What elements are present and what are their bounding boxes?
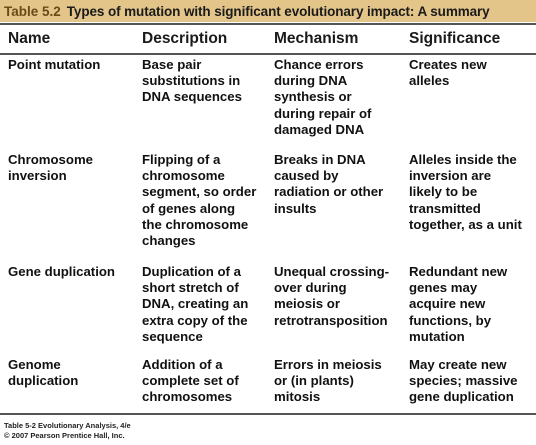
header-rule: [0, 53, 536, 55]
table-title-bar: [0, 0, 536, 22]
row-1-name: Point mutation: [8, 57, 101, 72]
row-4-significance: May create new species; massive gene duplication: [409, 357, 518, 405]
table-number: Table 5.2: [4, 3, 61, 19]
row-1-mechanism: Chance errors during DNA synthesis or during repair of damaged DNA: [274, 57, 372, 137]
column-header-name: Name: [8, 30, 51, 47]
column-header-significance: Significance: [409, 30, 501, 47]
figure-credit-line: Table 5-2 Evolutionary Analysis, 4/e: [4, 421, 131, 430]
row-2-mechanism: Breaks in DNA caused by radiation or other insults: [274, 152, 384, 216]
row-1-description: Base pair substitutions in DNA sequences: [142, 57, 242, 105]
copyright-line: © 2007 Pearson Prentice Hall, Inc.: [4, 431, 125, 440]
row-3-mechanism: Unequal crossing- over during meiosis or retrotransposition: [274, 264, 390, 328]
table-title: Types of mutation with significant evolutionary impact: A summary: [66, 3, 490, 19]
row-3-name: Gene duplication: [8, 264, 115, 279]
row-4-mechanism: Errors in meiosis or (in plants) mitosis: [274, 357, 382, 405]
row-4-description: Addition of a complete set of chromosomes: [142, 357, 239, 405]
bottom-rule: [0, 413, 536, 415]
row-2-name: Chromosome inversion: [8, 152, 93, 184]
row-4-name: Genome duplication: [8, 357, 79, 389]
row-2-description: Flipping of a chromosome segment, so order of genes along the chromosome changes: [142, 152, 257, 249]
row-3-significance: Redundant new genes may acquire new functions, by mutation: [409, 264, 508, 344]
column-header-description: Description: [142, 30, 228, 47]
row-1-significance: Creates new alleles: [409, 57, 487, 89]
row-2-significance: Alleles inside the inversion are likely to be transmitted together, as a unit: [409, 152, 522, 232]
column-header-mechanism: Mechanism: [274, 30, 359, 47]
top-rule: [0, 23, 536, 25]
row-3-description: Duplication of a short stretch of DNA, creating an extra copy of the sequence: [142, 264, 249, 344]
